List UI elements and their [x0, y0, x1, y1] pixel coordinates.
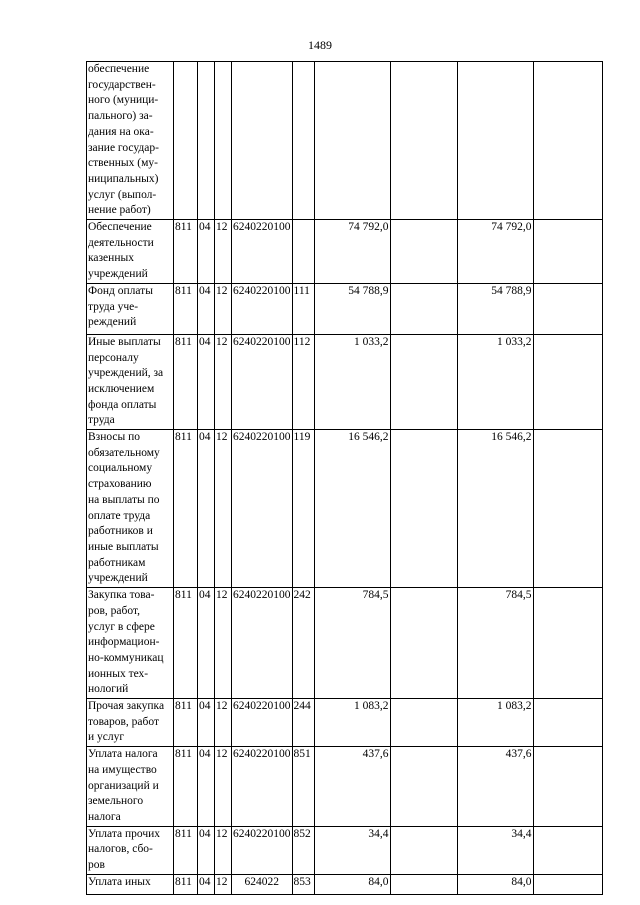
subsection-code-cell: 12	[215, 430, 232, 588]
table-body	[87, 62, 603, 895]
ministry-code-cell: 811	[174, 826, 198, 874]
sum-total-cell: 34,4	[457, 826, 533, 874]
sum-total-cell: 74 792,0	[457, 220, 533, 284]
sum-cell: 1 083,2	[314, 699, 390, 747]
empty-cell	[390, 430, 457, 588]
empty-cell	[390, 826, 457, 874]
sum-cell: 784,5	[314, 588, 390, 699]
sum-total-cell: 1 083,2	[457, 699, 533, 747]
expense-type-cell: 242	[292, 588, 314, 699]
sum-cell: 16 546,2	[314, 430, 390, 588]
expense-type-cell: 244	[292, 699, 314, 747]
ministry-code-cell: 811	[174, 874, 198, 894]
empty-cell	[390, 874, 457, 894]
subsection-code-cell: 12	[215, 699, 232, 747]
subsection-code-cell	[215, 62, 232, 220]
sum-cell: 84,0	[314, 874, 390, 894]
expense-type-cell	[292, 220, 314, 284]
empty-cell	[390, 220, 457, 284]
section-code-cell: 04	[198, 747, 215, 827]
empty-cell	[533, 874, 602, 894]
expense-type-cell: 853	[292, 874, 314, 894]
target-article-cell: 6240220100	[232, 220, 293, 284]
expense-type-cell: 852	[292, 826, 314, 874]
item-name-cell: Фонд оплаты труда уче- реждений	[87, 283, 174, 334]
empty-cell	[390, 334, 457, 429]
item-name-cell: Иные выплаты персоналу учреждений, за исключением фонда оплаты труда	[87, 334, 174, 429]
sum-total-cell: 437,6	[457, 747, 533, 827]
target-article-cell: 6240220100	[232, 699, 293, 747]
ministry-code-cell	[174, 62, 198, 220]
section-code-cell: 04	[198, 588, 215, 699]
sum-cell: 1 033,2	[314, 334, 390, 429]
item-name-cell: Уплата прочих налогов, сбо- ров	[87, 826, 174, 874]
section-code-cell: 04	[198, 334, 215, 429]
empty-cell	[390, 699, 457, 747]
expense-type-cell	[292, 62, 314, 220]
table-row	[87, 220, 603, 284]
section-code-cell: 04	[198, 283, 215, 334]
target-article-cell: 6240220100	[232, 747, 293, 827]
section-code-cell	[198, 62, 215, 220]
section-code-cell: 04	[198, 699, 215, 747]
empty-cell	[533, 699, 602, 747]
sum-cell: 54 788,9	[314, 283, 390, 334]
table-row	[87, 747, 603, 827]
table-row	[87, 62, 603, 220]
target-article-cell: 6240220100	[232, 826, 293, 874]
empty-cell	[533, 826, 602, 874]
table-row	[87, 283, 603, 334]
empty-cell	[390, 62, 457, 220]
page-number: 1489	[308, 38, 332, 52]
ministry-code-cell: 811	[174, 699, 198, 747]
section-code-cell: 04	[198, 826, 215, 874]
empty-cell	[533, 283, 602, 334]
sum-cell: 34,4	[314, 826, 390, 874]
target-article-cell: 624022	[232, 874, 293, 894]
table-row	[87, 874, 603, 894]
section-code-cell: 04	[198, 430, 215, 588]
empty-cell	[390, 588, 457, 699]
ministry-code-cell: 811	[174, 220, 198, 284]
subsection-code-cell: 12	[215, 747, 232, 827]
table-row	[87, 826, 603, 874]
item-name-cell: Взносы по обязательному социальному страхованию на выплаты по оплате труда работников и иные выплаты работникам учреждений	[87, 430, 174, 588]
empty-cell	[533, 430, 602, 588]
table-row	[87, 334, 603, 429]
budget-table	[86, 61, 603, 895]
empty-cell	[533, 62, 602, 220]
ministry-code-cell: 811	[174, 747, 198, 827]
sum-total-cell: 1 033,2	[457, 334, 533, 429]
subsection-code-cell: 12	[215, 826, 232, 874]
empty-cell	[390, 283, 457, 334]
section-code-cell: 04	[198, 220, 215, 284]
expense-type-cell: 111	[292, 283, 314, 334]
sum-total-cell: 784,5	[457, 588, 533, 699]
ministry-code-cell: 811	[174, 334, 198, 429]
ministry-code-cell: 811	[174, 283, 198, 334]
empty-cell	[390, 747, 457, 827]
sum-cell: 437,6	[314, 747, 390, 827]
item-name-cell: обеспечение государствен- ного (муници- пального) за- дания на ока- зание государ- ственных (му- ниципальных) услуг (выпол- нение работ)	[87, 62, 174, 220]
item-name-cell: Закупка това- ров, работ, услуг в сфере информацион- но-коммуникац ионных тех- нологий	[87, 588, 174, 699]
expense-type-cell: 112	[292, 334, 314, 429]
subsection-code-cell: 12	[215, 588, 232, 699]
subsection-code-cell: 12	[215, 334, 232, 429]
empty-cell	[533, 220, 602, 284]
item-name-cell: Уплата иных	[87, 874, 174, 894]
target-article-cell: 6240220100	[232, 588, 293, 699]
subsection-code-cell: 12	[215, 874, 232, 894]
sum-total-cell: 84,0	[457, 874, 533, 894]
ministry-code-cell: 811	[174, 588, 198, 699]
sum-cell	[314, 62, 390, 220]
section-code-cell: 04	[198, 874, 215, 894]
target-article-cell	[232, 62, 293, 220]
target-article-cell: 6240220100	[232, 334, 293, 429]
ministry-code-cell: 811	[174, 430, 198, 588]
item-name-cell: Прочая закупка товаров, работ и услуг	[87, 699, 174, 747]
expense-type-cell: 851	[292, 747, 314, 827]
item-name-cell: Уплата налога на имущество организаций и земельного налога	[87, 747, 174, 827]
table-row	[87, 588, 603, 699]
empty-cell	[533, 588, 602, 699]
target-article-cell: 6240220100	[232, 430, 293, 588]
sum-total-cell: 16 546,2	[457, 430, 533, 588]
subsection-code-cell: 12	[215, 220, 232, 284]
table-row	[87, 699, 603, 747]
empty-cell	[533, 334, 602, 429]
item-name-cell: Обеспечение деятельности казенных учреждений	[87, 220, 174, 284]
sum-total-cell: 54 788,9	[457, 283, 533, 334]
sum-total-cell	[457, 62, 533, 220]
subsection-code-cell: 12	[215, 283, 232, 334]
target-article-cell: 6240220100	[232, 283, 293, 334]
empty-cell	[533, 747, 602, 827]
sum-cell: 74 792,0	[314, 220, 390, 284]
expense-type-cell: 119	[292, 430, 314, 588]
table-row	[87, 430, 603, 588]
